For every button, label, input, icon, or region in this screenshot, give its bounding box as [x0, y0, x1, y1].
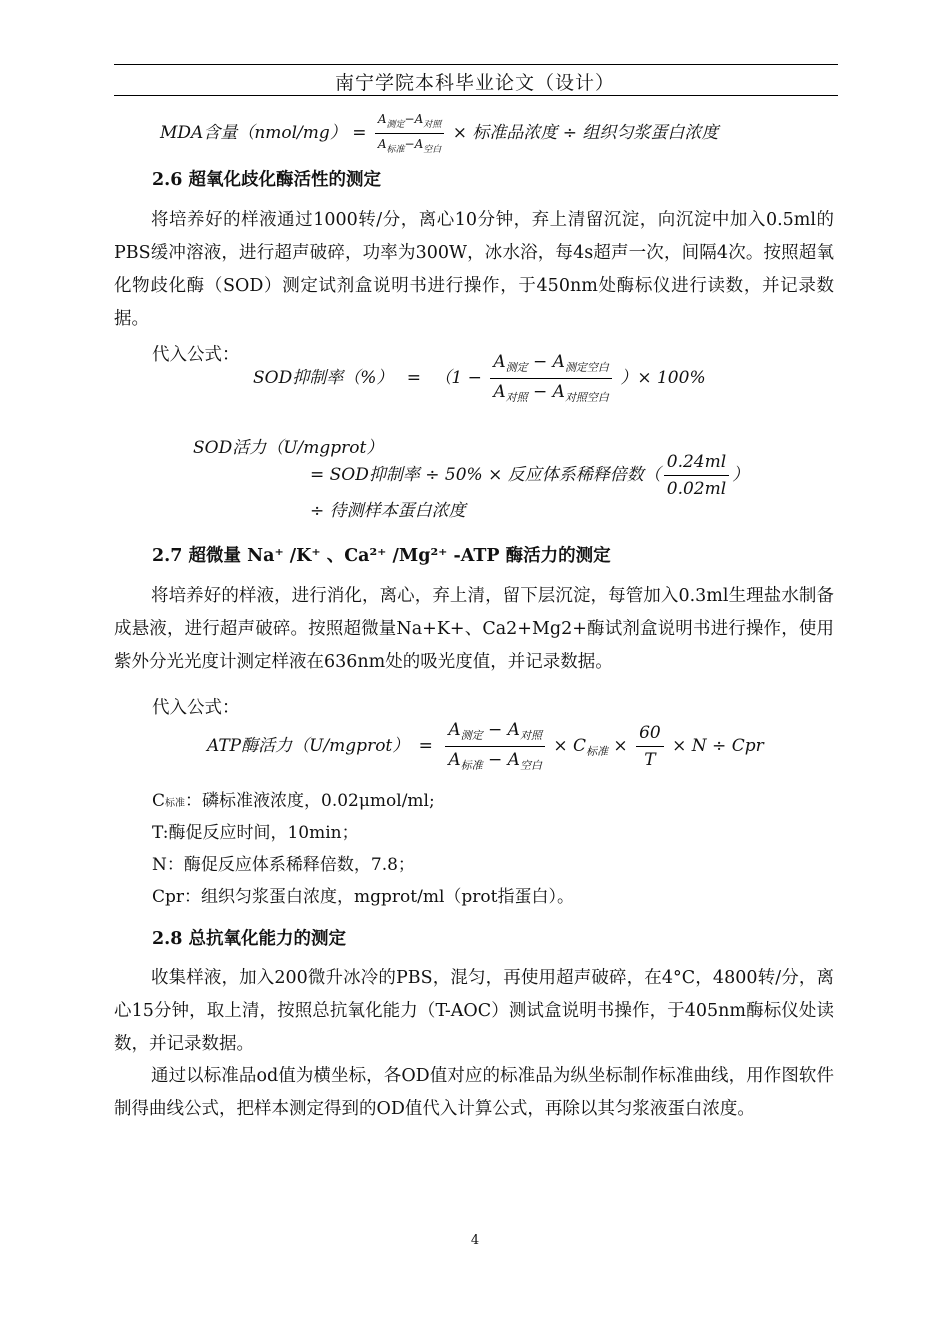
mda-rhs: × 标准品浓度 ÷ 组织匀浆蛋白浓度 — [452, 123, 719, 143]
sod-rate-fraction: $\frac{A_{测定} - A_{测定空白}}{A_{对照} - A_{对照空白}}$ — [490, 352, 612, 405]
sod-rate-open: （1 − — [434, 368, 482, 388]
mda-fraction: $\frac{A_{测定}-A_{对照}}{A_{标准}-A_{空白}}$ — [375, 112, 444, 155]
section-2-7-paragraph: 将培养好的样液，进行消化，离心，弃上清，留下层沉淀，每管加入0.3ml生理盐水制备成悬液，进行超声破碎。按照超微量Na+K+、Ca2+Mg2+酶试剂盒说明书进行操作，使用紫外分光光度计测定样液在636nm处的吸光度值，并记录数据。 — [114, 586, 834, 672]
atp-equals: = — [418, 736, 433, 756]
sod-rate-formula — [253, 352, 706, 405]
page-header-title: 南宁学院本科毕业论文（设计） — [334, 72, 615, 94]
sod-activity-line2: = SOD抑制率 ÷ 50% × 反应体系稀释倍数（ $\frac{0.24ml}{0.02ml}$ ） — [310, 452, 750, 499]
atp-lhs: ATP酶活力（U/mgprot） — [207, 736, 410, 756]
def-c-standard: C标准：磷标准液浓度，0.02μmol/ml; — [152, 791, 435, 811]
section-2-7-heading: 2.7 超微量 Na⁺ /K⁺ 、Ca²⁺ /Mg²⁺ -ATP 酶活力的测定 — [152, 546, 611, 566]
sod-rate-close: ）× 100% — [620, 368, 706, 388]
atp-formula: ATP酶活力（U/mgprot） = $\frac{A_{测定} - A_{对照}}{A_{标准} - A_{空白}}$ × $C_{标准}$ × $\frac{60}{T}$ × N ÷ Cpr — [207, 720, 764, 772]
section-2-8-paragraph-2: 通过以标准品od值为横坐标，各OD值对应的标准品为纵坐标制作标准曲线，用作图软件制得曲线公式，把样本测定得到的OD值代入计算公式，再除以其匀浆液蛋白浓度。 — [114, 1066, 834, 1119]
section-2-6-formula-intro: 代入公式： — [152, 345, 240, 365]
page-number: 4 — [470, 1233, 480, 1248]
sod-activity-line3: ÷ 待测样本蛋白浓度 — [310, 501, 466, 521]
header-top-rule — [114, 64, 838, 65]
section-2-6-paragraph: 将培养好的样液通过1000转/分，离心10分钟，弃上清留沉淀，向沉淀中加入0.5ml的PBS缓冲溶液，进行超声破碎，功率为300W，冰水浴，每4s超声一次，间隔4次。按照超氧化物歧化酶（SOD）测定试剂盒说明书进行操作，于450nm处酶标仪进行读数，并记录数据。 — [114, 210, 834, 329]
sod-activity-lhs: SOD活力（U/mgprot） — [193, 438, 384, 458]
section-2-8-heading: 2.8 总抗氧化能力的测定 — [152, 929, 347, 949]
section-2-8-paragraph-1: 收集样液，加入200微升冰冷的PBS，混匀，再使用超声破碎，在4°C，4800转/分，离心15分钟，取上清，按照总抗氧化能力（T-AOC）测试盒说明书操作，于405nm酶标仪处读数，并记录数据。 — [114, 968, 834, 1054]
mda-equals: = — [352, 123, 367, 143]
atp-time-fraction: $\frac{60}{T}$ — [636, 723, 664, 770]
section-2-6-heading: 2.6 超氧化歧化酶活性的测定 — [152, 170, 382, 190]
atp-fraction: $\frac{A_{测定} - A_{对照}}{A_{标准} - A_{空白}}$ — [445, 720, 545, 773]
def-cpr: Cpr：组织匀浆蛋白浓度，mgprot/ml（prot指蛋白）。 — [152, 887, 574, 907]
def-t: T:酶促反应时间，10min； — [152, 823, 359, 843]
mda-formula — [160, 112, 718, 155]
mda-lhs: MDA含量（nmol/mg） — [160, 123, 347, 143]
sod-activity-fraction: $\frac{0.24ml}{0.02ml}$ — [664, 452, 729, 499]
def-n: N：酶促反应体系稀释倍数，7.8； — [152, 855, 415, 875]
header-rule — [114, 95, 838, 96]
sod-rate-equals: = — [406, 368, 422, 388]
section-2-7-formula-intro: 代入公式： — [152, 698, 240, 718]
sod-rate-lhs: SOD抑制率（%） — [253, 368, 394, 388]
